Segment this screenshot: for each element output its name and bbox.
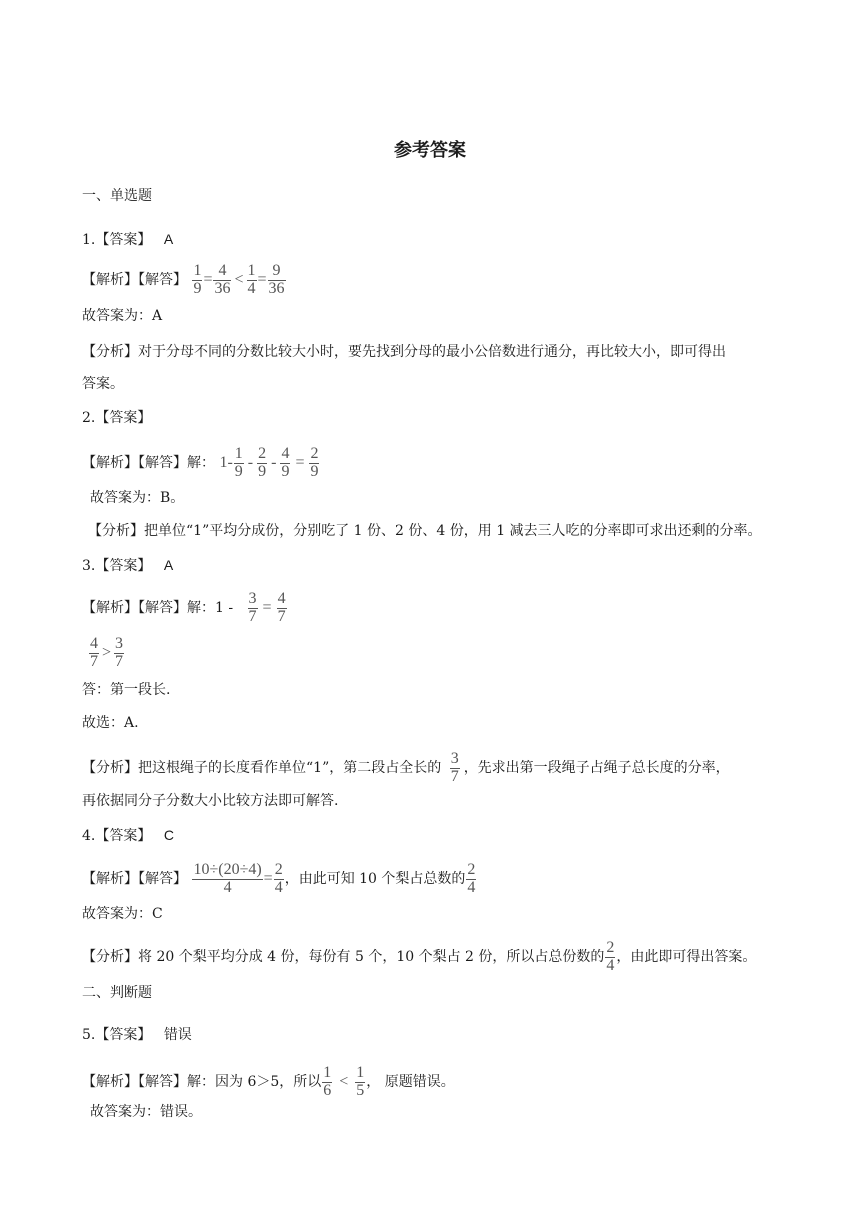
- q2-fraction-4: [309, 447, 319, 479]
- q2-analysis: 【分析】把单位“1”平均分成份，分别吃了 1 份、2 份、4 份，用 1 减去三人吃的分率即可求出还剩的分率。: [88, 523, 762, 539]
- equals-sign: =: [203, 271, 213, 288]
- q1-answer-value: A: [163, 231, 174, 247]
- q5-conclusion: 故答案为：错误。: [90, 1104, 202, 1120]
- q5-answer-label: 5.【答案】: [82, 1027, 152, 1043]
- minus-sign: -: [247, 454, 254, 471]
- denominator: 36: [268, 280, 285, 297]
- equals-sign: =: [295, 454, 305, 471]
- numerator: 4: [218, 262, 227, 279]
- q2-fraction-1: [234, 447, 244, 479]
- numerator: 4: [281, 445, 290, 462]
- q5-answer-value: 错误: [163, 1027, 192, 1043]
- denominator: 4: [606, 957, 615, 974]
- q1-fraction-1: [192, 264, 202, 296]
- q3-answer-label: 3.【答案】: [82, 558, 152, 574]
- q3-comparison-line: [88, 637, 125, 669]
- q3-answer-value: A: [163, 557, 174, 573]
- q4-analysis-text-a: 【分析】将 20 个梨平均分成 4 份，每份有 5 个，10 个梨占 2 份，所以占总份数的: [82, 949, 605, 965]
- q2-fraction-2: [257, 447, 267, 479]
- q3-compare-fraction-2: [114, 637, 124, 669]
- q1-explanation-line: [82, 264, 287, 296]
- numerator: 3: [248, 590, 257, 607]
- q3-analysis-text-b: ，先求出第一段绳子占绳子总长度的分率，: [463, 760, 730, 776]
- q1-conclusion: 故答案为：A: [82, 308, 163, 324]
- q4-explanation-label: 【解析】【解答】: [82, 871, 187, 887]
- less-than-sign: <: [234, 271, 244, 288]
- numerator: 2: [258, 445, 267, 462]
- numerator: 3: [450, 750, 459, 767]
- q1-analysis-line-1: 【分析】对于分母不同的分数比较大小时，要先找到分母的最小公倍数进行通分，再比较大小，即可得出: [82, 344, 726, 360]
- q3-analysis-line-1: [82, 752, 730, 784]
- q4-analysis-fraction: [605, 941, 615, 973]
- q3-analysis-line-2: 再依据同分子分数大小比较方法即可解答.: [82, 793, 339, 809]
- denominator: 4: [467, 879, 476, 896]
- one-minus: 1-: [219, 454, 233, 471]
- numerator: 1: [193, 262, 202, 279]
- q4-answer-label: 4.【答案】: [82, 828, 152, 844]
- numerator: 2: [310, 445, 319, 462]
- q5-fraction-2: [355, 1066, 365, 1098]
- q4-answer-line: [82, 825, 174, 846]
- q3-analysis-fraction: [450, 752, 460, 784]
- q4-expression-fraction: [192, 863, 262, 895]
- q4-result-fraction: [274, 863, 284, 895]
- q3-compare-fraction-1: [89, 637, 99, 669]
- q5-explanation-text-b: ， 原题错误。: [366, 1074, 455, 1090]
- q3-answer-statement: 答：第一段长.: [82, 682, 171, 698]
- q2-explanation-label: 【解析】【解答】解：: [82, 455, 215, 471]
- denominator: 5: [356, 1082, 365, 1099]
- numerator: 2: [274, 861, 283, 878]
- denominator: 9: [258, 463, 267, 480]
- q3-explanation-label: 【解析】【解答】解：1 -: [82, 600, 234, 616]
- numerator: 9: [272, 262, 281, 279]
- q3-choice-statement: 故选：A.: [82, 715, 139, 731]
- numerator: 4: [90, 635, 98, 652]
- q3-answer-line: [82, 555, 173, 576]
- q4-analysis-text-b: ，由此即可得出答案。: [616, 949, 757, 965]
- section-heading-single-choice: 一、单选题: [82, 188, 152, 204]
- equals-sign: =: [257, 271, 267, 288]
- denominator: 7: [90, 653, 98, 670]
- q2-explanation-line: [82, 447, 320, 479]
- numerator: 4: [277, 590, 286, 607]
- q5-explanation-text-a: 【解析】【解答】解：因为 6＞5，所以: [82, 1074, 322, 1090]
- q2-conclusion: 故答案为：B。: [90, 490, 185, 506]
- q1-answer-line: [82, 229, 173, 250]
- numerator: 1: [234, 445, 243, 462]
- q3-analysis-text-a: 【分析】把这根绳子的长度看作单位“1”，第二段占全长的: [82, 760, 442, 776]
- numerator: 1: [323, 1064, 332, 1081]
- q1-fraction-3: [247, 264, 257, 296]
- denominator: 9: [281, 463, 290, 480]
- equals-sign: =: [263, 870, 273, 887]
- q4-answer-value: C: [163, 827, 174, 843]
- numerator: 10÷(20÷4): [193, 861, 262, 878]
- q2-answer-label: 2.【答案】: [82, 410, 152, 426]
- numerator: 1: [356, 1064, 365, 1081]
- denominator: 9: [193, 280, 202, 297]
- denominator: 4: [223, 879, 232, 896]
- denominator: 6: [323, 1082, 332, 1099]
- greater-than-sign: >: [102, 644, 112, 661]
- denominator: 7: [115, 653, 124, 670]
- q3-fraction-1: [248, 592, 258, 624]
- q5-fraction-1: [322, 1066, 332, 1098]
- minus-sign: -: [271, 454, 277, 471]
- equals-sign: =: [262, 599, 272, 616]
- denominator: 9: [234, 463, 243, 480]
- numerator: 2: [467, 861, 476, 878]
- page-title: 参考答案: [394, 140, 466, 161]
- q5-answer-line: [82, 1025, 192, 1045]
- section-heading-true-false: 二、判断题: [82, 985, 152, 1001]
- q1-answer-label: 1.【答案】: [82, 232, 152, 248]
- q2-fraction-3: [280, 447, 290, 479]
- q4-explanation-text: ，由此可知 10 个梨占总数的: [284, 871, 466, 887]
- q1-fraction-4: [268, 264, 286, 296]
- q3-explanation-line: [82, 592, 288, 624]
- q3-fraction-2: [277, 592, 287, 624]
- q4-total-fraction: [466, 863, 476, 895]
- denominator: 9: [310, 463, 319, 480]
- q4-conclusion: 故答案为：C: [82, 906, 163, 922]
- denominator: 7: [248, 608, 257, 625]
- q1-explanation-label: 【解析】【解答】: [82, 272, 187, 288]
- q1-analysis-line-2: 答案。: [82, 376, 124, 392]
- denominator: 4: [274, 879, 283, 896]
- denominator: 4: [247, 280, 256, 297]
- less-than-sign: <: [339, 1073, 349, 1090]
- numerator: 2: [606, 939, 615, 956]
- denominator: 7: [277, 608, 286, 625]
- numerator: 3: [115, 635, 124, 652]
- numerator: 1: [247, 262, 256, 279]
- denominator: 36: [214, 280, 231, 297]
- q4-explanation-line: [82, 863, 477, 895]
- q4-analysis-line: [82, 941, 756, 973]
- q1-fraction-2: [213, 264, 231, 296]
- q5-explanation-line: [82, 1066, 455, 1098]
- denominator: 7: [450, 768, 459, 785]
